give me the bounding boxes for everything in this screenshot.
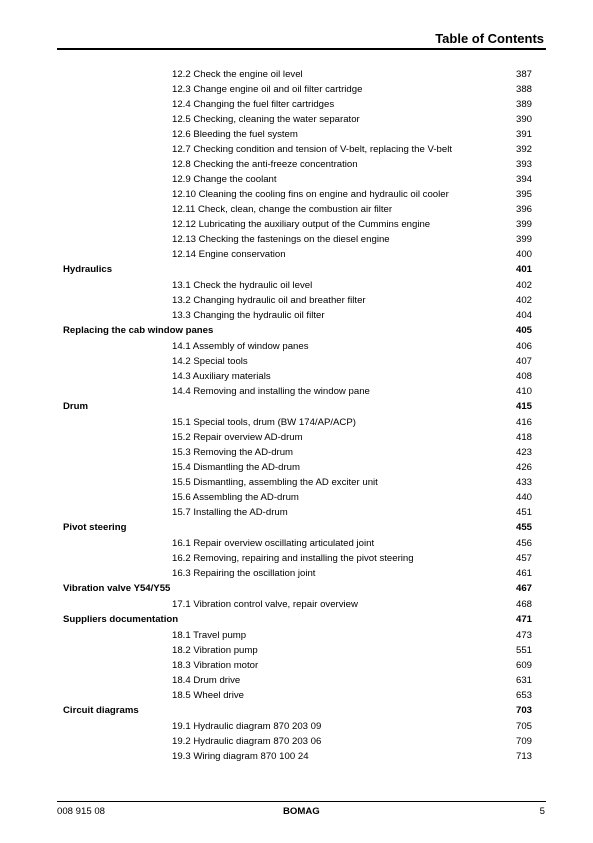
toc-section-entry[interactable] (0, 247, 593, 262)
toc-entry-page: 705 (515, 721, 532, 732)
toc-entry-title: 12.14 Engine conservation (172, 249, 286, 260)
toc-entry-page: 418 (515, 432, 532, 443)
toc-chapter-entry[interactable] (0, 612, 593, 628)
toc-section-entry[interactable] (0, 460, 593, 475)
toc-entry-page: 406 (515, 341, 532, 352)
toc-entry-title: 12.12 Lubricating the auxiliary output of the Cummins engine (172, 219, 431, 230)
toc-entry-page: 709 (515, 736, 532, 747)
toc-entry-title: 13.1 Check the hydraulic oil level (172, 280, 313, 291)
toc-entry-title: Replacing the cab window panes (63, 325, 214, 336)
toc-entry-title: 14.2 Special tools (172, 356, 248, 367)
toc-entry-title: 16.3 Repairing the oscillation joint (172, 568, 316, 579)
toc-entry-title: 15.3 Removing the AD-drum (172, 447, 294, 458)
toc-section-entry[interactable] (0, 673, 593, 688)
toc-entry-page: 551 (515, 645, 532, 656)
toc-entry-title: Suppliers documentation (63, 614, 179, 625)
footer-brand: BOMAG (283, 806, 320, 817)
toc-section-entry[interactable] (0, 127, 593, 142)
toc-list (0, 67, 593, 764)
toc-entry-title: 13.2 Changing hydraulic oil and breather filter (172, 295, 366, 306)
toc-section-entry[interactable] (0, 597, 593, 612)
toc-entry-page: 402 (515, 295, 532, 306)
toc-entry-page: 440 (515, 492, 532, 503)
toc-entry-page: 399 (515, 219, 532, 230)
toc-section-entry[interactable] (0, 369, 593, 384)
toc-section-entry[interactable] (0, 688, 593, 703)
toc-entry-title: Hydraulics (63, 264, 113, 275)
toc-entry-page: 394 (515, 174, 532, 185)
toc-section-entry[interactable] (0, 172, 593, 187)
toc-chapter-entry[interactable] (0, 581, 593, 597)
toc-entry-title: 13.3 Changing the hydraulic oil filter (172, 310, 325, 321)
toc-chapter-entry[interactable] (0, 323, 593, 339)
toc-entry-page: 471 (515, 614, 532, 625)
toc-entry-page: 473 (515, 630, 532, 641)
toc-entry-title: 15.6 Assembling the AD-drum (172, 492, 299, 503)
footer-doc-number: 008 915 08 (57, 806, 106, 817)
toc-section-entry[interactable] (0, 293, 593, 308)
toc-entry-title: Vibration valve Y54/Y55 (63, 583, 171, 594)
toc-section-entry[interactable] (0, 536, 593, 551)
toc-entry-page: 400 (515, 249, 532, 260)
toc-entry-page: 389 (515, 99, 532, 110)
toc-entry-page: 609 (515, 660, 532, 671)
toc-entry-title: 12.7 Checking condition and tension of V-belt, replacing the V-belt (172, 144, 453, 155)
toc-entry-title: 12.6 Bleeding the fuel system (172, 129, 298, 140)
toc-section-entry[interactable] (0, 187, 593, 202)
toc-entry-title: 12.5 Checking, cleaning the water separator (172, 114, 360, 125)
toc-entry-page: 456 (515, 538, 532, 549)
toc-section-entry[interactable] (0, 82, 593, 97)
toc-entry-title: 19.2 Hydraulic diagram 870 203 06 (172, 736, 322, 747)
toc-entry-title: 18.1 Travel pump (172, 630, 247, 641)
toc-entry-page: 387 (515, 69, 532, 80)
toc-entry-title: 16.1 Repair overview oscillating articulated joint (172, 538, 375, 549)
toc-entry-page: 410 (515, 386, 532, 397)
toc-entry-title: 19.1 Hydraulic diagram 870 203 09 (172, 721, 322, 732)
toc-entry-title: 12.3 Change engine oil and oil filter cartridge (172, 84, 363, 95)
footer-page-number: 5 (539, 806, 545, 817)
toc-entry-title: 12.8 Checking the anti-freeze concentration (172, 159, 358, 170)
toc-section-entry[interactable] (0, 112, 593, 127)
toc-section-entry[interactable] (0, 97, 593, 112)
toc-section-entry[interactable] (0, 415, 593, 430)
toc-chapter-entry[interactable] (0, 520, 593, 536)
toc-section-entry[interactable] (0, 157, 593, 172)
toc-entry-title: 12.10 Cleaning the cooling fins on engine and hydraulic oil cooler (172, 189, 449, 200)
toc-entry-page: 703 (515, 705, 532, 716)
footer-rule (57, 801, 546, 802)
toc-entry-title: 15.2 Repair overview AD-drum (172, 432, 303, 443)
toc-section-entry[interactable] (0, 142, 593, 157)
toc-section-entry[interactable] (0, 354, 593, 369)
toc-entry-title: Pivot steering (63, 522, 127, 533)
toc-entry-title: 18.2 Vibration pump (172, 645, 258, 656)
toc-section-entry[interactable] (0, 278, 593, 293)
toc-section-entry[interactable] (0, 643, 593, 658)
toc-entry-page: 390 (515, 114, 532, 125)
toc-entry-title: 15.7 Installing the AD-drum (172, 507, 288, 518)
toc-entry-page: 468 (515, 599, 532, 610)
toc-entry-page: 461 (515, 568, 532, 579)
toc-entry-page: 426 (515, 462, 532, 473)
toc-entry-page: 395 (515, 189, 532, 200)
toc-section-entry[interactable] (0, 749, 593, 764)
toc-section-entry[interactable] (0, 566, 593, 581)
toc-section-entry[interactable] (0, 232, 593, 247)
toc-entry-title: 12.9 Change the coolant (172, 174, 277, 185)
toc-entry-title: 18.4 Drum drive (172, 675, 241, 686)
toc-entry-page: 402 (515, 280, 532, 291)
toc-entry-page: 407 (515, 356, 532, 367)
toc-entry-title: 18.3 Vibration motor (172, 660, 259, 671)
page-title: Table of Contents (435, 31, 544, 46)
toc-entry-title: 14.1 Assembly of window panes (172, 341, 309, 352)
toc-entry-page: 401 (515, 264, 532, 275)
toc-entry-page: 433 (515, 477, 532, 488)
toc-entry-title: Circuit diagrams (63, 705, 139, 716)
toc-section-entry[interactable] (0, 384, 593, 399)
toc-section-entry[interactable] (0, 202, 593, 217)
toc-entry-page: 457 (515, 553, 532, 564)
toc-entry-title: 16.2 Removing, repairing and installing the pivot steering (172, 553, 414, 564)
toc-entry-page: 423 (515, 447, 532, 458)
toc-entry-page: 396 (515, 204, 532, 215)
toc-entry-title: 12.2 Check the engine oil level (172, 69, 303, 80)
toc-section-entry[interactable] (0, 217, 593, 232)
toc-section-entry[interactable] (0, 719, 593, 734)
toc-entry-page: 393 (515, 159, 532, 170)
toc-section-entry[interactable] (0, 430, 593, 445)
toc-entry-page: 653 (515, 690, 532, 701)
toc-entry-page: 416 (515, 417, 532, 428)
toc-entry-page: 408 (515, 371, 532, 382)
toc-chapter-entry[interactable] (0, 262, 593, 278)
toc-entry-title: 12.13 Checking the fastenings on the diesel engine (172, 234, 390, 245)
toc-section-entry[interactable] (0, 445, 593, 460)
toc-section-entry[interactable] (0, 475, 593, 490)
toc-section-entry[interactable] (0, 734, 593, 749)
toc-entry-title: 15.4 Dismantling the AD-drum (172, 462, 300, 473)
toc-section-entry[interactable] (0, 490, 593, 505)
toc-entry-page: 391 (515, 129, 532, 140)
toc-section-entry[interactable] (0, 308, 593, 323)
toc-entry-page: 392 (515, 144, 532, 155)
toc-entry-page: 631 (515, 675, 532, 686)
toc-section-entry[interactable] (0, 628, 593, 643)
toc-entry-page: 399 (515, 234, 532, 245)
toc-section-entry[interactable] (0, 67, 593, 82)
toc-entry-title: 15.5 Dismantling, assembling the AD exciter unit (172, 477, 378, 488)
toc-chapter-entry[interactable] (0, 399, 593, 415)
toc-entry-page: 455 (515, 522, 532, 533)
toc-section-entry[interactable] (0, 658, 593, 673)
toc-chapter-entry[interactable] (0, 703, 593, 719)
toc-entry-page: 467 (515, 583, 532, 594)
toc-entry-page: 451 (515, 507, 532, 518)
toc-entry-page: 388 (515, 84, 532, 95)
toc-entry-title: Drum (63, 401, 89, 412)
toc-section-entry[interactable] (0, 551, 593, 566)
toc-entry-page: 404 (515, 310, 532, 321)
toc-entry-title: 14.4 Removing and installing the window pane (172, 386, 370, 397)
toc-entry-title: 14.3 Auxiliary materials (172, 371, 271, 382)
header-rule (57, 48, 546, 50)
toc-entry-title: 18.5 Wheel drive (172, 690, 244, 701)
toc-section-entry[interactable] (0, 505, 593, 520)
toc-entry-title: 15.1 Special tools, drum (BW 174/AP/ACP) (172, 417, 356, 428)
toc-entry-title: 19.3 Wiring diagram 870 100 24 (172, 751, 309, 762)
toc-entry-page: 405 (515, 325, 532, 336)
toc-entry-title: 17.1 Vibration control valve, repair overview (172, 599, 358, 610)
toc-entry-page: 415 (515, 401, 532, 412)
toc-entry-title: 12.11 Check, clean, change the combustion air filter (172, 204, 393, 215)
toc-section-entry[interactable] (0, 339, 593, 354)
toc-entry-page: 713 (515, 751, 532, 762)
toc-entry-title: 12.4 Changing the fuel filter cartridges (172, 99, 335, 110)
